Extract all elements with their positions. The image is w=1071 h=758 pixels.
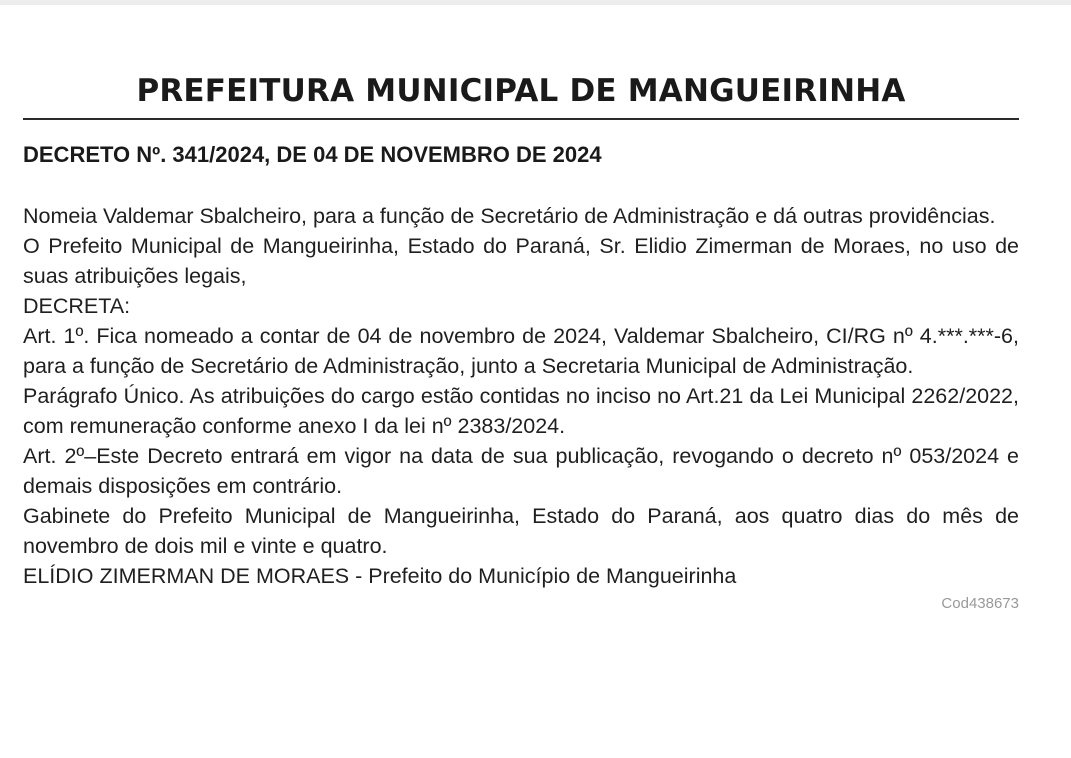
- decree-closing: Gabinete do Prefeito Municipal de Mangueirinha, Estado do Paraná, aos quatro dias do mês de novembro de dois mil e vinte e quatro.: [23, 504, 1019, 558]
- decree-body: [23, 201, 1019, 591]
- publication-page: [23, 60, 1019, 612]
- top-border-strip: [0, 0, 1071, 5]
- header-divider: [23, 118, 1019, 120]
- page-title: PREFEITURA MUNICIPAL DE MANGUEIRINHA: [136, 73, 906, 109]
- decree-sole-paragraph: Parágrafo Único. As atribuições do cargo estão contidas no inciso no Art.21 da Lei Municipal 2262/2022, com remuneração conforme anexo I da lei nº 2383/2024.: [23, 384, 1019, 438]
- decree-decreta: DECRETA:: [23, 294, 131, 318]
- publication-code: Cod438673: [941, 595, 1019, 612]
- decree-article-1: Art. 1º. Fica nomeado a contar de 04 de novembro de 2024, Valdemar Sbalcheiro, CI/RG nº 4.***.***-6, para a função de Secretário de Administração, junto a Secretaria Municipal de Administração.: [23, 324, 1019, 378]
- decree-article-2: Art. 2º–Este Decreto entrará em vigor na data de sua publicação, revogando o decreto nº 053/2024 e demais disposições em contrário.: [23, 444, 1019, 498]
- decree-preamble: O Prefeito Municipal de Mangueirinha, Estado do Paraná, Sr. Elidio Zimerman de Moraes, no uso de suas atribuições legais,: [23, 234, 1019, 288]
- decree-summary: Nomeia Valdemar Sbalcheiro, para a função de Secretário de Administração e dá outras providências.: [23, 204, 996, 228]
- decree-signature: ELÍDIO ZIMERMAN DE MORAES - Prefeito do Município de Mangueirinha: [23, 564, 737, 588]
- decree-title: DECRETO Nº. 341/2024, DE 04 DE NOVEMBRO DE 2024: [23, 142, 602, 167]
